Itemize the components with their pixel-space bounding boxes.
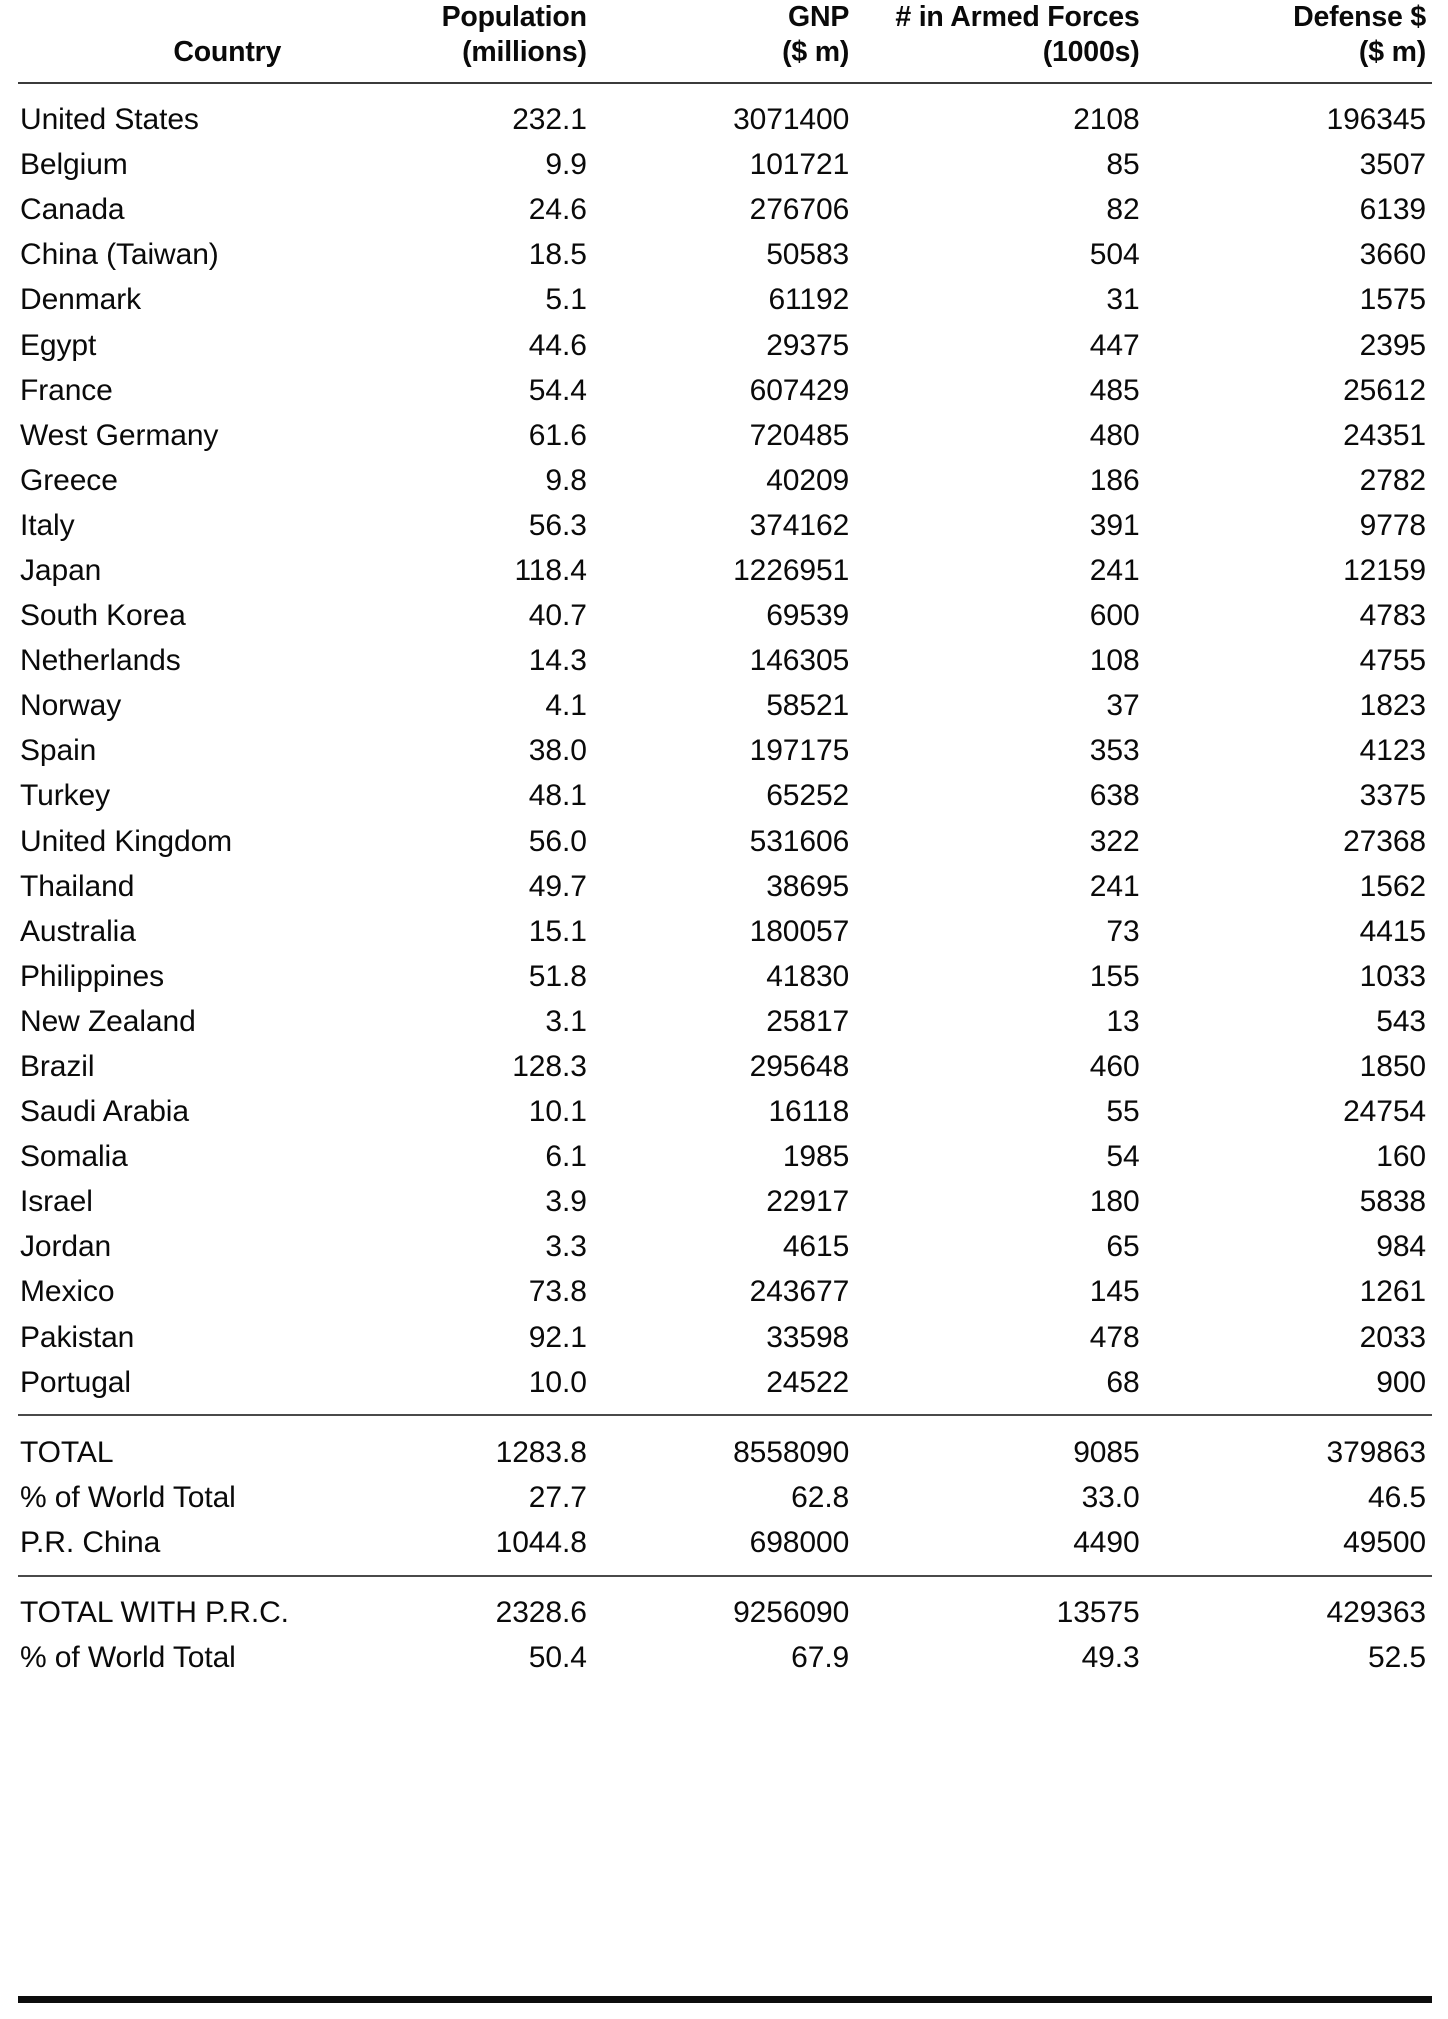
cell-country: Belgium — [20, 148, 128, 182]
table-row — [18, 1135, 1432, 1180]
cell-gnp: 3071400 — [733, 103, 850, 137]
table-row — [18, 1090, 1432, 1135]
cell-pop: 6.1 — [545, 1140, 587, 1174]
cell-gnp: 22917 — [766, 1185, 850, 1219]
column-header-country-line1: Country — [173, 35, 282, 68]
table-row — [18, 1180, 1432, 1225]
summary-b-spacer — [18, 1577, 1432, 1591]
table-header — [18, 0, 1432, 98]
cell-defense: 2033 — [1359, 1320, 1426, 1354]
cell-gnp: 607429 — [749, 373, 850, 407]
cell-defense: 6139 — [1359, 193, 1426, 227]
cell-pop: 50.4 — [528, 1641, 587, 1675]
cell-pop: 232.1 — [512, 103, 587, 137]
cell-forces: 391 — [1089, 508, 1140, 542]
cell-defense: 1823 — [1359, 689, 1426, 723]
cell-country: Canada — [20, 193, 125, 227]
cell-pop: 9.8 — [545, 463, 587, 497]
column-header-country — [18, 0, 411, 83]
cell-gnp: 374162 — [749, 508, 850, 542]
cell-pop: 5.1 — [545, 283, 587, 317]
cell-defense: 49500 — [1343, 1525, 1426, 1559]
table-row — [18, 1225, 1432, 1270]
cell-defense: 900 — [1376, 1365, 1426, 1399]
cell-country: Egypt — [20, 328, 97, 362]
cell-country: Jordan — [20, 1230, 112, 1264]
cell-pop: 40.7 — [528, 599, 587, 633]
table-row — [18, 729, 1432, 774]
cell-gnp: 1985 — [782, 1140, 850, 1174]
cell-gnp: 197175 — [749, 734, 850, 768]
cell-country: United Kingdom — [20, 824, 233, 858]
cell-defense: 543 — [1376, 1004, 1426, 1038]
cell-forces: 638 — [1089, 779, 1140, 813]
cell-defense: 46.5 — [1368, 1480, 1426, 1514]
table-row — [18, 188, 1432, 233]
cell-gnp: 61192 — [768, 283, 850, 317]
summary-row — [18, 1520, 1432, 1565]
cell-gnp: 69539 — [766, 599, 850, 633]
cell-country: Israel — [20, 1185, 93, 1219]
cell-gnp: 50583 — [766, 238, 850, 272]
cell-gnp: 698000 — [749, 1525, 850, 1559]
cell-forces: 4490 — [1073, 1525, 1140, 1559]
cell-forces: 49.3 — [1081, 1641, 1140, 1675]
table-row — [18, 1270, 1432, 1315]
cell-pop: 18.5 — [528, 238, 587, 272]
cell-gnp: 295648 — [749, 1050, 850, 1083]
cell-country: Saudi Arabia — [20, 1095, 189, 1129]
cell-forces: 37 — [1106, 689, 1140, 723]
table-row — [18, 594, 1432, 639]
cell-pop: 1283.8 — [495, 1435, 587, 1469]
cell-pop: 118.4 — [514, 553, 587, 587]
cell-gnp: 67.9 — [791, 1641, 850, 1675]
cell-pop: 9.9 — [545, 148, 587, 182]
cell-pop: 128.3 — [512, 1050, 587, 1083]
cell-gnp: 243677 — [749, 1275, 850, 1309]
defense-statistics-table — [18, 0, 1432, 1681]
table-row — [18, 819, 1432, 864]
cell-pop: 4.1 — [545, 689, 587, 723]
cell-defense: 9778 — [1359, 508, 1426, 542]
summary-section-b — [18, 1566, 1432, 1591]
cell-pop: 44.6 — [528, 328, 587, 362]
cell-country: Portugal — [20, 1365, 131, 1399]
cell-gnp: 4615 — [782, 1230, 850, 1264]
cell-defense: 4755 — [1359, 644, 1426, 678]
cell-pop: 56.0 — [528, 824, 587, 858]
cell-gnp: 720485 — [749, 418, 850, 452]
cell-forces: 478 — [1089, 1320, 1140, 1354]
table-row — [18, 98, 1432, 143]
cell-forces: 13575 — [1056, 1596, 1140, 1630]
cell-forces: 353 — [1089, 734, 1140, 768]
cell-forces: 108 — [1089, 644, 1140, 678]
cell-pop: 38.0 — [528, 734, 587, 768]
cell-pop: 10.1 — [528, 1095, 587, 1129]
table-row — [18, 684, 1432, 729]
cell-forces: 504 — [1089, 238, 1140, 272]
cell-defense: 1850 — [1359, 1050, 1426, 1083]
cell-forces: 447 — [1089, 328, 1140, 362]
cell-defense: 160 — [1376, 1140, 1426, 1174]
cell-gnp: 180057 — [749, 914, 850, 948]
cell-gnp: 33598 — [766, 1320, 850, 1354]
cell-country: France — [20, 373, 113, 407]
cell-gnp: 16118 — [768, 1095, 850, 1129]
cell-defense: 27368 — [1343, 824, 1426, 858]
cell-forces: 155 — [1089, 959, 1140, 993]
table-row — [18, 774, 1432, 819]
cell-forces: 2108 — [1073, 103, 1140, 137]
cell-gnp: 25817 — [766, 1004, 850, 1038]
cell-gnp: 65252 — [766, 779, 850, 813]
cell-defense: 429363 — [1326, 1596, 1426, 1630]
cell-forces: 31 — [1106, 283, 1140, 317]
cell-pop: 92.1 — [528, 1320, 587, 1354]
cell-country: Spain — [20, 734, 97, 768]
cell-gnp: 276706 — [749, 193, 850, 227]
header-row — [18, 0, 1432, 83]
cell-pop: 56.3 — [528, 508, 587, 542]
cell-forces: 460 — [1089, 1050, 1140, 1083]
table-row — [18, 909, 1432, 954]
cell-defense: 2395 — [1359, 328, 1426, 362]
cell-country: P.R. China — [20, 1525, 161, 1559]
cell-pop: 15.1 — [528, 914, 587, 948]
cell-defense: 24351 — [1343, 418, 1426, 452]
column-header-population-line1: Population — [441, 1, 587, 33]
cell-forces: 85 — [1106, 148, 1140, 182]
table-row — [18, 548, 1432, 593]
cell-defense: 1033 — [1359, 959, 1426, 993]
cell-pop: 54.4 — [528, 373, 587, 407]
table-row — [18, 954, 1432, 999]
cell-forces: 600 — [1089, 599, 1140, 633]
column-header-defense-line2: ($ m) — [1358, 35, 1426, 68]
cell-country: Italy — [20, 508, 75, 542]
cell-pop: 27.7 — [528, 1480, 587, 1514]
cell-country: Netherlands — [20, 644, 181, 678]
cell-gnp: 146305 — [749, 644, 850, 678]
cell-defense: 1562 — [1359, 869, 1426, 903]
table-row — [18, 1360, 1432, 1405]
cell-forces: 73 — [1106, 914, 1140, 948]
cell-pop: 14.3 — [528, 644, 587, 678]
cell-defense: 5838 — [1359, 1185, 1426, 1219]
cell-country: Turkey — [20, 779, 110, 813]
cell-gnp: 101721 — [749, 148, 850, 182]
table-body — [18, 98, 1432, 1406]
cell-forces: 180 — [1089, 1185, 1140, 1219]
cell-defense: 1575 — [1359, 283, 1426, 317]
cell-forces: 145 — [1089, 1275, 1140, 1309]
summary-row — [18, 1636, 1432, 1681]
column-header-population-line2: (millions) — [462, 35, 587, 68]
cell-gnp: 62.8 — [791, 1480, 850, 1514]
cell-defense: 3375 — [1359, 779, 1426, 813]
cell-country: % of World Total — [20, 1480, 236, 1514]
cell-pop: 48.1 — [528, 779, 587, 813]
cell-defense: 2782 — [1359, 463, 1426, 497]
column-header-armed-forces-line1: # in Armed Forces — [895, 1, 1140, 33]
cell-defense: 25612 — [1343, 373, 1426, 407]
table-row — [18, 458, 1432, 503]
cell-gnp: 531606 — [749, 824, 850, 858]
cell-forces: 82 — [1106, 193, 1140, 227]
summary-b-spacer-top — [18, 1566, 1432, 1576]
cell-pop: 2328.6 — [495, 1596, 587, 1630]
cell-forces: 241 — [1089, 553, 1140, 587]
summary-row — [18, 1591, 1432, 1636]
cell-forces: 13 — [1106, 1004, 1140, 1038]
cell-pop: 1044.8 — [495, 1525, 587, 1559]
cell-pop: 73.8 — [528, 1275, 587, 1309]
column-header-armed-forces-line2: (1000s) — [1042, 35, 1140, 68]
summary-section-a — [18, 1405, 1432, 1430]
summary-b-body — [18, 1591, 1432, 1681]
cell-country: China (Taiwan) — [20, 238, 219, 272]
table-row — [18, 413, 1432, 458]
cell-country: Norway — [20, 689, 122, 723]
cell-forces: 9085 — [1073, 1435, 1140, 1469]
cell-pop: 61.6 — [528, 418, 587, 452]
cell-forces: 54 — [1106, 1140, 1140, 1174]
table-row — [18, 143, 1432, 188]
cell-pop: 51.8 — [528, 959, 587, 993]
cell-defense: 4783 — [1359, 599, 1426, 633]
table-row — [18, 1045, 1432, 1090]
cell-gnp: 8558090 — [733, 1435, 850, 1469]
header-spacer — [18, 84, 1432, 98]
cell-defense: 3660 — [1359, 238, 1426, 272]
table-row — [18, 639, 1432, 684]
table-row — [18, 233, 1432, 278]
cell-forces: 65 — [1106, 1230, 1140, 1264]
cell-pop: 24.6 — [528, 193, 587, 227]
cell-forces: 480 — [1089, 418, 1140, 452]
cell-country: TOTAL WITH P.R.C. — [20, 1596, 289, 1630]
cell-defense: 52.5 — [1368, 1641, 1426, 1675]
column-header-gnp-line2: ($ m) — [782, 35, 850, 68]
column-header-defense — [1146, 0, 1432, 83]
cell-country: South Korea — [20, 599, 186, 633]
cell-country: TOTAL — [20, 1435, 114, 1469]
summary-row — [18, 1430, 1432, 1475]
cell-defense: 4415 — [1359, 914, 1426, 948]
cell-forces: 485 — [1089, 373, 1140, 407]
cell-defense: 196345 — [1326, 103, 1426, 137]
summary-row — [18, 1475, 1432, 1520]
column-header-gnp-line1: GNP — [787, 1, 850, 33]
summary-a-spacer-top — [18, 1405, 1432, 1415]
cell-country: Thailand — [20, 869, 135, 903]
cell-country: Greece — [20, 463, 118, 497]
cell-forces: 33.0 — [1081, 1480, 1140, 1514]
cell-gnp: 40209 — [766, 463, 850, 497]
table-row — [18, 323, 1432, 368]
cell-gnp: 29375 — [766, 328, 850, 362]
cell-country: Denmark — [20, 283, 141, 317]
column-header-defense-line1: Defense $ — [1293, 1, 1426, 33]
cell-gnp: 1226951 — [733, 553, 850, 587]
cell-pop: 3.3 — [545, 1230, 587, 1264]
table-row — [18, 864, 1432, 909]
cell-defense: 1261 — [1359, 1275, 1426, 1309]
cell-gnp: 38695 — [766, 869, 850, 903]
cell-pop: 3.9 — [545, 1185, 587, 1219]
summary-a-body — [18, 1430, 1432, 1565]
cell-country: Mexico — [20, 1275, 115, 1309]
cell-country: New Zealand — [20, 1004, 196, 1038]
cell-defense: 379863 — [1326, 1435, 1426, 1469]
cell-country: Pakistan — [20, 1320, 135, 1354]
cell-forces: 55 — [1106, 1095, 1140, 1129]
cell-pop: 3.1 — [545, 1004, 587, 1038]
cell-pop: 10.0 — [528, 1365, 587, 1399]
cell-forces: 322 — [1089, 824, 1140, 858]
cell-defense: 24754 — [1343, 1095, 1426, 1129]
cell-country: Brazil — [20, 1050, 95, 1083]
column-header-armed-forces — [855, 0, 1145, 83]
cell-defense: 12159 — [1343, 553, 1426, 587]
table-bottom-rule — [18, 1996, 1432, 2003]
cell-country: Japan — [20, 553, 102, 587]
cell-forces: 186 — [1089, 463, 1140, 497]
cell-defense: 984 — [1376, 1230, 1426, 1264]
cell-forces: 68 — [1106, 1365, 1140, 1399]
cell-country: Philippines — [20, 959, 164, 993]
cell-pop: 49.7 — [528, 869, 587, 903]
cell-country: Australia — [20, 914, 136, 948]
cell-country: % of World Total — [20, 1641, 236, 1675]
table-row — [18, 278, 1432, 323]
cell-gnp: 58521 — [766, 689, 850, 723]
cell-defense: 4123 — [1359, 734, 1426, 768]
table-row — [18, 368, 1432, 413]
cell-forces: 241 — [1089, 869, 1140, 903]
column-header-population — [411, 0, 593, 83]
cell-gnp: 24522 — [766, 1365, 850, 1399]
summary-a-spacer — [18, 1416, 1432, 1430]
cell-gnp: 41830 — [766, 959, 850, 993]
column-header-gnp — [593, 0, 855, 83]
table-row — [18, 999, 1432, 1044]
cell-defense: 3507 — [1359, 148, 1426, 182]
cell-country: Somalia — [20, 1140, 128, 1174]
cell-gnp: 9256090 — [733, 1596, 850, 1630]
table-row — [18, 1315, 1432, 1360]
cell-country: West Germany — [20, 418, 219, 452]
cell-country: United States — [20, 103, 199, 137]
table-row — [18, 503, 1432, 548]
